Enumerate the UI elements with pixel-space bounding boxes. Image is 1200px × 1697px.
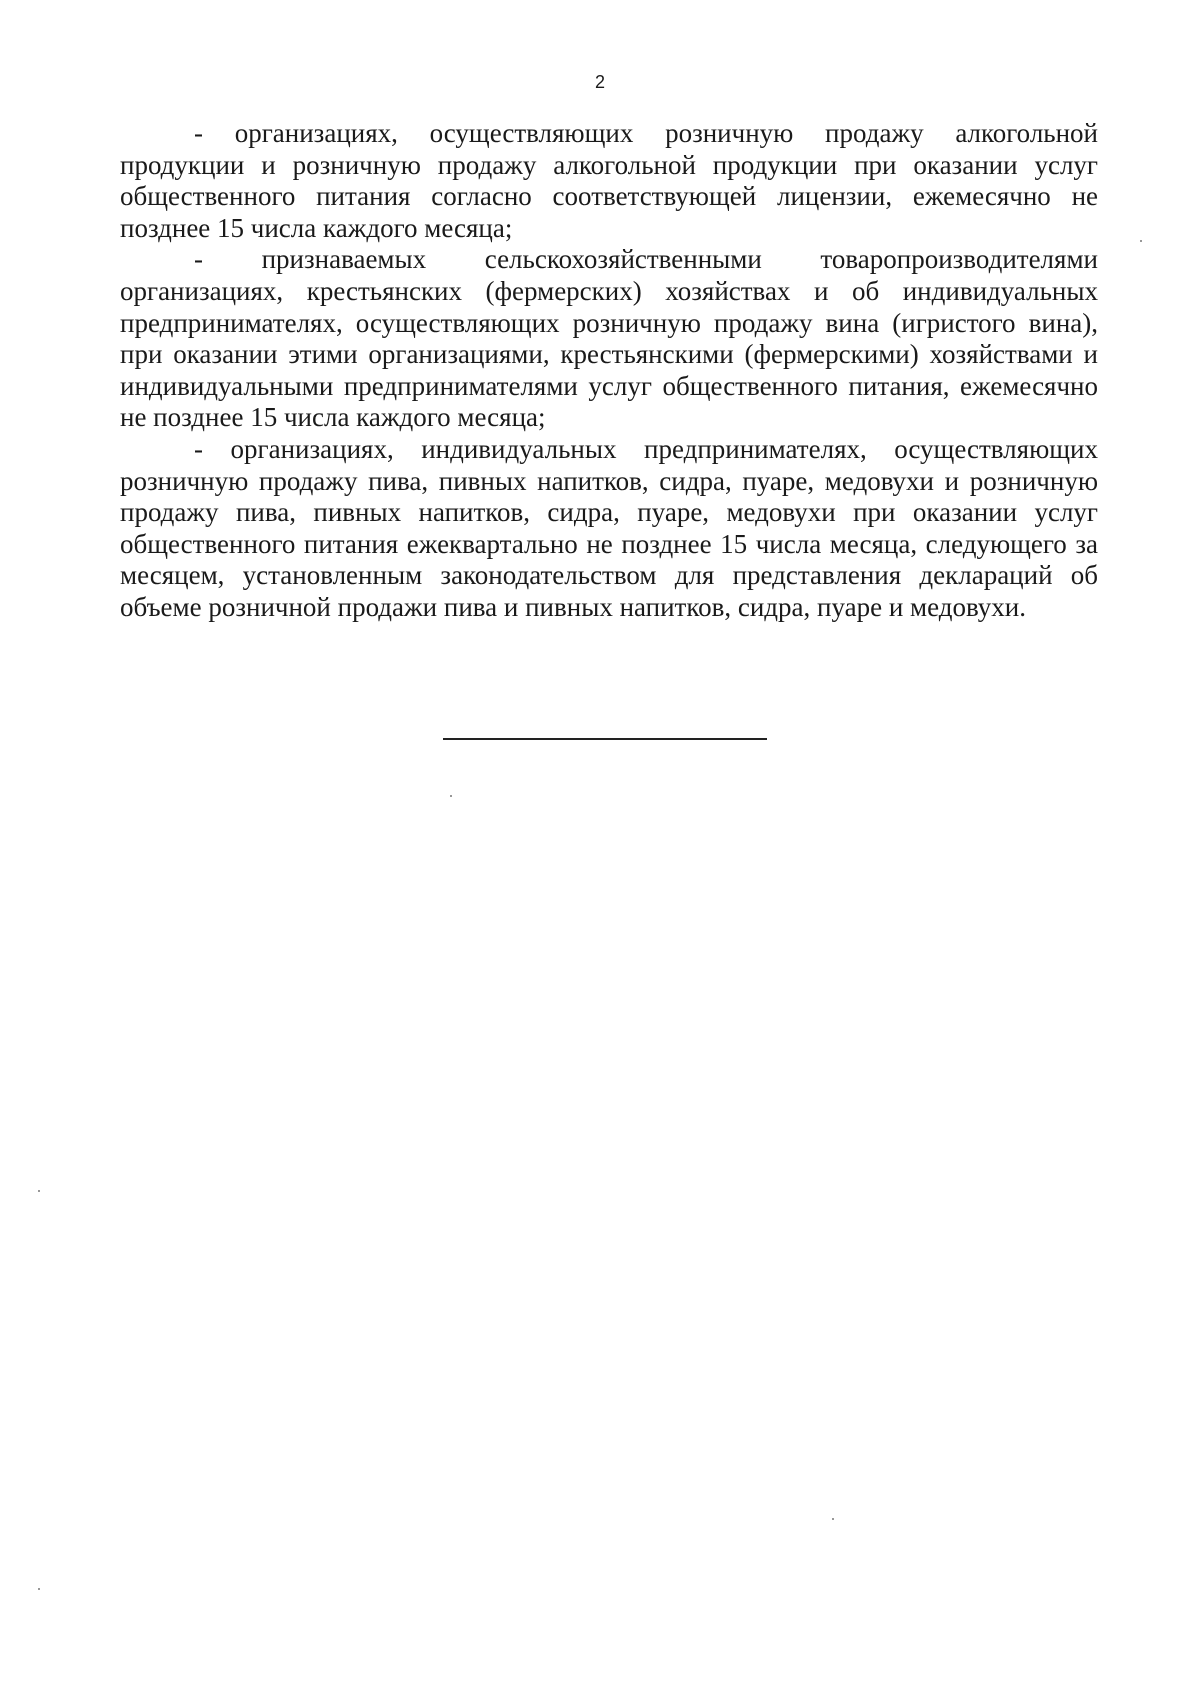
scan-speck [450,795,452,797]
paragraph-wine-producers: - признаваемых сельскохозяйственными товаропроизводителями организациях, крестьянских (фермерских) хозяйствах и об индивидуальных предпринимателях, осуществляющих розничную продажу вина (игристого вина), при оказании этими организациями, крестьянскими (фермерскими) хозяйствами и индивидуальными предпринимателями услуг общественного питания, ежемесячно не позднее 15 числа каждого месяца; [120,244,1098,433]
page-number: 2 [594,72,605,92]
scan-speck [38,1190,40,1192]
scan-speck [832,1518,834,1520]
end-of-text-rule [443,738,767,740]
paragraph-beer-retail: - организациях, индивидуальных предпринимателях, осуществляющих розничную продажу пива, пивных напитков, сидра, пуаре, медовухи и розничную продажу пива, пивных напитков, сидра, пуаре, медовухи при оказании услуг общественного питания ежеквартально не позднее 15 числа месяца, следующего за месяцем, установленным законодательством для представления деклараций об объеме розничной продажи пива и пивных напитков, сидра, пуаре и медовухи. [120,433,1098,622]
scan-speck [1140,240,1142,242]
scan-speck [38,1588,40,1590]
document-body [120,118,1098,624]
paragraph-alcohol-retail: - организациях, осуществляющих розничную продажу алкогольной продукции и розничную продажу алкогольной продукции при оказании услуг общественного питания согласно соответствующей лицензии, ежемесячно не позднее 15 числа каждого месяца; [120,118,1098,243]
